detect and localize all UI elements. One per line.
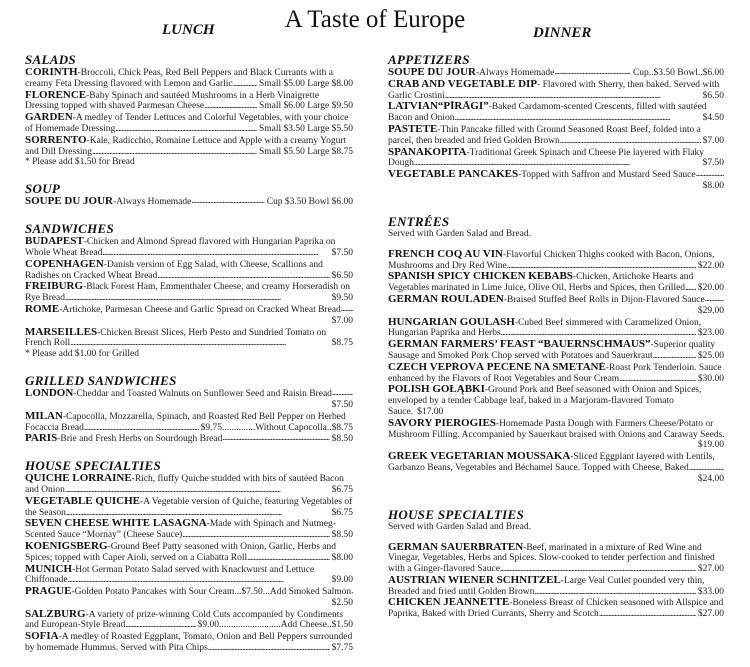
dinner-section-appetizers bbox=[388, 52, 724, 192]
item-description: -Braised Stuffed Beef Rolls in Dijon-Flavored Sauce . . . bbox=[504, 295, 705, 305]
price-spacer bbox=[388, 480, 424, 481]
item-description: -Cubed Beef simmered with Caramelized Onion, Hungarian Paprika and Herbs . . . bbox=[388, 318, 701, 339]
section-heading: HOUSE SPECIALTIES bbox=[25, 458, 161, 474]
lunch-section-salads bbox=[25, 52, 353, 168]
menu-item bbox=[25, 90, 353, 113]
menu-item bbox=[388, 542, 724, 575]
item-name: SEVEN CHEESE WHITE LASAGNA bbox=[25, 518, 207, 530]
item-name: ROME bbox=[25, 303, 60, 315]
item-description: -Superior quality Sausage and Smoked Pork Chop served with Potatoes and Sauerkraut . . . bbox=[388, 340, 715, 361]
item-description: -Boneless Breast of Chicken seasoned with Allspice and Paprika, Baked with Dried Currants, Sherry and Scotch . . . bbox=[388, 598, 723, 619]
price-spacer bbox=[388, 446, 424, 447]
item-price: $6.75 bbox=[331, 507, 353, 518]
section-footnote: * Please add $1.50 for Bread bbox=[25, 157, 135, 168]
item-price: $2.50 bbox=[331, 597, 353, 608]
item-name: FREIBURG bbox=[25, 281, 84, 293]
menu-item bbox=[25, 236, 353, 259]
section-heading: APPETIZERS bbox=[388, 52, 470, 67]
menu-item bbox=[25, 564, 353, 587]
item-name: CHICKEN JEANNETTE bbox=[388, 597, 510, 609]
dinner-column bbox=[388, 52, 724, 642]
menu-item bbox=[388, 418, 724, 451]
menu-item bbox=[388, 147, 724, 170]
item-name: SOFIA bbox=[25, 631, 59, 643]
item-price: $7.75 bbox=[331, 643, 353, 654]
item-price: $4.50 bbox=[702, 113, 724, 124]
item-price: $7.50 bbox=[331, 247, 353, 258]
item-price: $8.75 bbox=[331, 338, 353, 349]
item-price: $20.00 bbox=[697, 283, 724, 294]
lunch-section-house-specialties bbox=[25, 458, 353, 654]
price-spacer bbox=[25, 322, 56, 323]
item-name: FLORENCE bbox=[25, 89, 87, 101]
item-price: $6.50 bbox=[702, 90, 724, 101]
item-description: -Baked Cardamom-scented Crescents, filled with sautéed Bacon and Onion . . . bbox=[388, 102, 707, 123]
section-heading: ENTRÉES bbox=[388, 213, 450, 229]
section-note: Served with Garden Salad and Bread. bbox=[388, 521, 531, 532]
item-name: KOENIGSBERG bbox=[25, 540, 108, 552]
menu-item bbox=[25, 411, 353, 434]
menu-title: A Taste of Europe bbox=[284, 6, 466, 33]
menu-item bbox=[25, 473, 353, 496]
item-price: $29.00 bbox=[697, 305, 724, 316]
item-description: -A Vegetable version of Quiche, featuring Vegetables of the Season . . . bbox=[25, 497, 352, 518]
item-description: -Flavorful Chicken Thighs cooked with Bacon, Onions, Mushrooms and Dry Red Wine . . . bbox=[388, 250, 714, 271]
item-description: -Cheddar and Toasted Walnuts on Sunflower Seed and Raisin Bread . . . bbox=[73, 389, 332, 399]
item-price: Small $6.00 Large $9.50 bbox=[258, 101, 353, 112]
item-price: $8.00 bbox=[702, 180, 724, 191]
item-description: -Beef, marinated in a mixture of Red Wine and Vinegar, Vegetables, Herbs and Spices. Slow-cooked to tender perfection and finished with a Ginger-flavored Sauce . . . bbox=[388, 543, 715, 575]
item-name: MILAN bbox=[25, 410, 63, 422]
item-description: -A variety of prize-winning Cold Cuts accompanied by Condiments and European-Style Bread . . . bbox=[25, 610, 343, 631]
item-description: -Large Veal Cutlet pounded very thin, Breaded and fried until Golden Brown . . . bbox=[388, 576, 705, 597]
item-name: PARIS bbox=[25, 433, 58, 445]
item-name: GERMAN ROULADEN bbox=[388, 293, 504, 305]
item-name: VEGETABLE QUICHE bbox=[25, 495, 141, 507]
item-price: $23.00 bbox=[697, 328, 724, 339]
item-description: -Brie and Fresh Herbs on Sourdough Bread . . . bbox=[57, 434, 222, 444]
item-price: $7.50 bbox=[331, 399, 353, 410]
menu-item bbox=[25, 609, 353, 632]
item-price: $33.00 bbox=[697, 586, 724, 597]
item-price: $27.00 bbox=[697, 564, 724, 575]
item-price: $8.50 bbox=[331, 530, 353, 541]
item-description: -Ground Pork and Beef seasoned with Onion and Spices, enveloped by a tender Cabbage leaf, baked in a Marjoram-flavored Tomato Sauce. bbox=[388, 385, 702, 417]
menu-item bbox=[388, 384, 724, 417]
menu-item bbox=[25, 135, 353, 158]
item-name: COPENHAGEN bbox=[25, 258, 104, 270]
item-description: -A medley of Roasted Eggplant, Tomato, Onion and Bell Peppers surrounded by homemade Hummus. Served with Pita Chips . . . bbox=[25, 632, 352, 653]
item-price: $8.50 bbox=[331, 434, 353, 445]
item-name: CRAB AND VEGETABLE DIP bbox=[388, 78, 538, 90]
item-price: $19.00 bbox=[697, 440, 724, 451]
menu-item bbox=[25, 67, 353, 90]
item-price: Cup $3.50 Bowl $6.00 bbox=[266, 197, 353, 208]
item-description: -Black Forest Ham, Emmenthaler Cheese, and creamy Horseradish on Rye Bread . . . bbox=[25, 282, 350, 303]
item-price: $6.75 bbox=[331, 484, 353, 495]
item-name: SAVORY PIEROGIES bbox=[388, 417, 496, 429]
item-price: $9.00 bbox=[331, 575, 353, 586]
item-description: -A medley of Tender Lettuces and Colorful Vegetables, with your choice of Homemade Dressing . . . bbox=[25, 113, 348, 134]
item-price: Cup..$3.50 Bowl..$6.00 bbox=[632, 68, 724, 78]
menu-item bbox=[388, 169, 724, 192]
menu-item bbox=[388, 362, 724, 385]
section-heading: SOUP bbox=[25, 181, 61, 197]
item-name: POLISH GOŁĄBKI bbox=[388, 384, 485, 396]
item-price: $7.00 bbox=[702, 135, 724, 146]
item-name: BUDAPEST bbox=[25, 236, 84, 248]
item-description: -Chicken Breast Slices, Herb Pesto and Sundried Tomato on French Roll . . . bbox=[25, 328, 326, 349]
menu-item bbox=[388, 67, 724, 79]
item-price: $9.00..........................Add Cheese..$1.50 bbox=[197, 620, 353, 631]
section-heading: GRILLED SANDWICHES bbox=[25, 373, 177, 389]
item-name: GERMAN SAUERBRATEN bbox=[388, 541, 524, 553]
item-price: Small $5.50 Large $8.75 bbox=[258, 146, 353, 157]
menu-item bbox=[25, 388, 353, 411]
item-name: GARDEN bbox=[25, 112, 73, 124]
menu-item bbox=[388, 317, 724, 340]
item-description: -Artichoke, Parmesan Cheese and Garlic Spread on Cracked Wheat Bread . . . bbox=[59, 305, 341, 315]
menu-item bbox=[388, 294, 724, 317]
item-description: -Homemade Pasta Dough with Farmers Cheese/Potato or Mushroom Filling. Accompanied by Sauerkaut braised with Onions and Caraway Seeds . . . bbox=[388, 419, 722, 440]
menu-item bbox=[388, 249, 724, 272]
item-price: $6.50 bbox=[331, 270, 353, 281]
item-price: Small $3.50 Large $5.50 bbox=[258, 123, 353, 134]
item-name: SOUPE DU JOUR bbox=[388, 67, 477, 78]
item-name: FRENCH COQ AU VIN bbox=[388, 248, 504, 260]
item-name: PASTETE bbox=[388, 123, 438, 135]
item-name: SOUPE DU JOUR bbox=[25, 196, 114, 208]
item-price: $9.50 bbox=[331, 293, 353, 304]
section-note: Served with Garden Salad and Bread. bbox=[388, 228, 531, 239]
item-name: GREEK VEGETARIAN MOUSSAKA bbox=[388, 451, 571, 463]
dinner-section-house-specialties bbox=[388, 507, 724, 621]
item-description: -Always Homemade . . . bbox=[113, 197, 191, 207]
item-name: HUNGARIAN GOULASH bbox=[388, 316, 515, 328]
menu-item bbox=[388, 101, 724, 124]
item-price: $7.00 bbox=[331, 315, 353, 326]
lunch-section-soup bbox=[25, 181, 353, 208]
item-description: -Sliced Eggplant layered with Lentils, Garbanzo Beans, Vegetables and Béchamel Sauce. Topped with Cheese, Baked . . . bbox=[388, 452, 715, 473]
item-description: -Hot German Potato Salad served with Knackwurst and Lettuce Chiffonade . . . bbox=[25, 565, 314, 586]
price-spacer bbox=[388, 187, 419, 188]
item-name: SPANAKOPITA bbox=[388, 146, 467, 158]
item-name: LATVIAN“PĪRĀGI” bbox=[388, 101, 489, 113]
item-price: $17.00 bbox=[417, 406, 444, 417]
lunch-column bbox=[25, 52, 353, 667]
item-name: LONDON bbox=[25, 388, 74, 400]
item-name: MUNICH bbox=[25, 563, 73, 575]
item-description: -Golden Potato Pancakes with Sour Cream...$7.50...Add Smoked Salmon . . . bbox=[71, 587, 351, 597]
item-description: -Rich, fluffy Quiche studded with bits of sautéed Bacon and Onion . . . bbox=[25, 474, 344, 495]
price-spacer bbox=[25, 604, 56, 605]
item-description: -Kale, Radicchio, Romaine Lettuce and Apple with a creamy Yogurt and Dill Dressing . . . bbox=[25, 136, 346, 157]
item-name: CORINTH bbox=[25, 67, 78, 78]
item-price: $24.00 bbox=[697, 473, 724, 484]
item-price: $25.00 bbox=[697, 350, 724, 361]
item-description: -Broccoli, Chick Peas, Red Bell Peppers and Black Currants with a creamy Feta Dressing flavored with Lemon and Garlic . . . bbox=[25, 68, 333, 89]
menu-item bbox=[25, 327, 353, 350]
item-description: -Baby Spinach and sautéed Mushrooms in a Herb Vinaigrette Dressing topped with shaved Parmesan Cheese . . . bbox=[25, 91, 319, 112]
lunch-section-sandwiches bbox=[25, 221, 353, 360]
item-price: $22.00 bbox=[697, 260, 724, 271]
item-name: AUSTRIAN WIENER SCHNITZEL bbox=[388, 574, 561, 586]
item-description: -Made with Spinach and Nutmeg-Scented Sauce “Mornay” (Cheese Sauce) . . . bbox=[25, 519, 336, 540]
section-footnote: * Please add $1.00 for Grilled bbox=[25, 349, 139, 360]
menu-item bbox=[388, 597, 724, 620]
item-description: -Roast Pork Tenderloin. Sauce enhanced by the Flavors of Root Vegetables and Sour Cream . . . bbox=[388, 363, 722, 384]
menu-item bbox=[25, 304, 353, 327]
item-description: -Chicken, Artichoke Hearts and Vegetables marinated in Lime Juice, Olive Oil, Herbs and Spices, then Grilled . . . bbox=[388, 272, 693, 293]
menu-item bbox=[25, 541, 353, 564]
item-description: -Capocolla, Mozzarella, Spinach, and Roasted Red Bell Pepper on Herbed Focaccia Bread . . . bbox=[25, 412, 346, 433]
item-name: PRAGUE bbox=[25, 586, 72, 598]
item-description: -Always Homemade . . . bbox=[476, 68, 554, 78]
section-heading: HOUSE SPECIALTIES bbox=[388, 506, 524, 522]
lunch-heading: LUNCH bbox=[162, 22, 215, 38]
menu-item bbox=[25, 631, 353, 654]
item-name: GERMAN FARMERS’ FEAST “BAUERNSCHMAUS” bbox=[388, 339, 651, 351]
menu-item bbox=[25, 112, 353, 135]
item-description: -Chicken and Almond Spread flavored with Hungarian Paprika on Whole Wheat Bread . . . bbox=[25, 237, 335, 258]
menu-item bbox=[25, 518, 353, 541]
item-description: - Flavored with Sherry, then baked. Served with Garlic Crostini . . . bbox=[388, 80, 719, 101]
menu-item bbox=[25, 433, 353, 445]
item-price: $30.00 bbox=[697, 373, 724, 384]
lunch-section-grilled-sandwiches bbox=[25, 373, 353, 445]
menu-item bbox=[388, 339, 724, 362]
item-name: MARSEILLES bbox=[25, 326, 98, 338]
menu-item bbox=[25, 586, 353, 609]
item-description: -Danish version of Egg Salad, with Cheese, Scallions and Radishes on Cracked Wheat Bread . . . bbox=[25, 260, 323, 281]
dinner-heading: DINNER bbox=[533, 25, 592, 41]
menu-item bbox=[25, 196, 353, 208]
menu-item bbox=[25, 281, 353, 304]
menu-item bbox=[388, 575, 724, 598]
menu-item bbox=[25, 259, 353, 282]
item-name: SALZBURG bbox=[25, 608, 86, 620]
item-name: CZECH VEPŘOVÁ PEČENĚ NA SMETANĚ bbox=[388, 361, 606, 373]
item-price: Small $5.00 Large $8.00 bbox=[258, 78, 353, 89]
item-name: QUICHE LORRAINE bbox=[25, 473, 132, 485]
item-price: $7.50 bbox=[702, 158, 724, 169]
price-spacer bbox=[388, 312, 424, 313]
price-spacer bbox=[25, 406, 56, 407]
menu-item bbox=[388, 451, 724, 484]
item-name: SPANISH SPICY CHICKEN KEBABS bbox=[388, 271, 573, 283]
item-description: -Thin Pancake filled with Ground Seasoned Roast Beef, folded into a parcel, then breaded and fried Golden Brown . . . bbox=[388, 125, 701, 146]
item-name: SORRENTO bbox=[25, 134, 87, 146]
item-price: $9.75..............Without Capocolla..$8.75 bbox=[200, 422, 353, 433]
menu-item bbox=[388, 124, 724, 147]
menu-item bbox=[388, 79, 724, 102]
item-name: VEGETABLE PANCAKES bbox=[388, 169, 519, 181]
menu-item bbox=[388, 271, 724, 294]
section-heading: SALADS bbox=[25, 52, 76, 67]
menu-item bbox=[25, 496, 353, 519]
item-description: -Topped with Saffron and Mustard Seed Sauce . . . bbox=[518, 170, 696, 180]
dinner-section-entr-es bbox=[388, 214, 724, 485]
item-price: $8.00 bbox=[331, 552, 353, 563]
item-price: $27.00 bbox=[697, 609, 724, 620]
item-description: -Ground Beef Patty seasoned with Onion, Garlic, Herbs and Spices; topped with Caper Aioli, served on a Ciabatta Roll . . . bbox=[25, 542, 336, 563]
section-heading: SANDWICHES bbox=[25, 221, 114, 237]
item-description: -Traditional Greek Spinach and Cheese Pie layered with Flaky Dough . . . bbox=[388, 148, 704, 169]
